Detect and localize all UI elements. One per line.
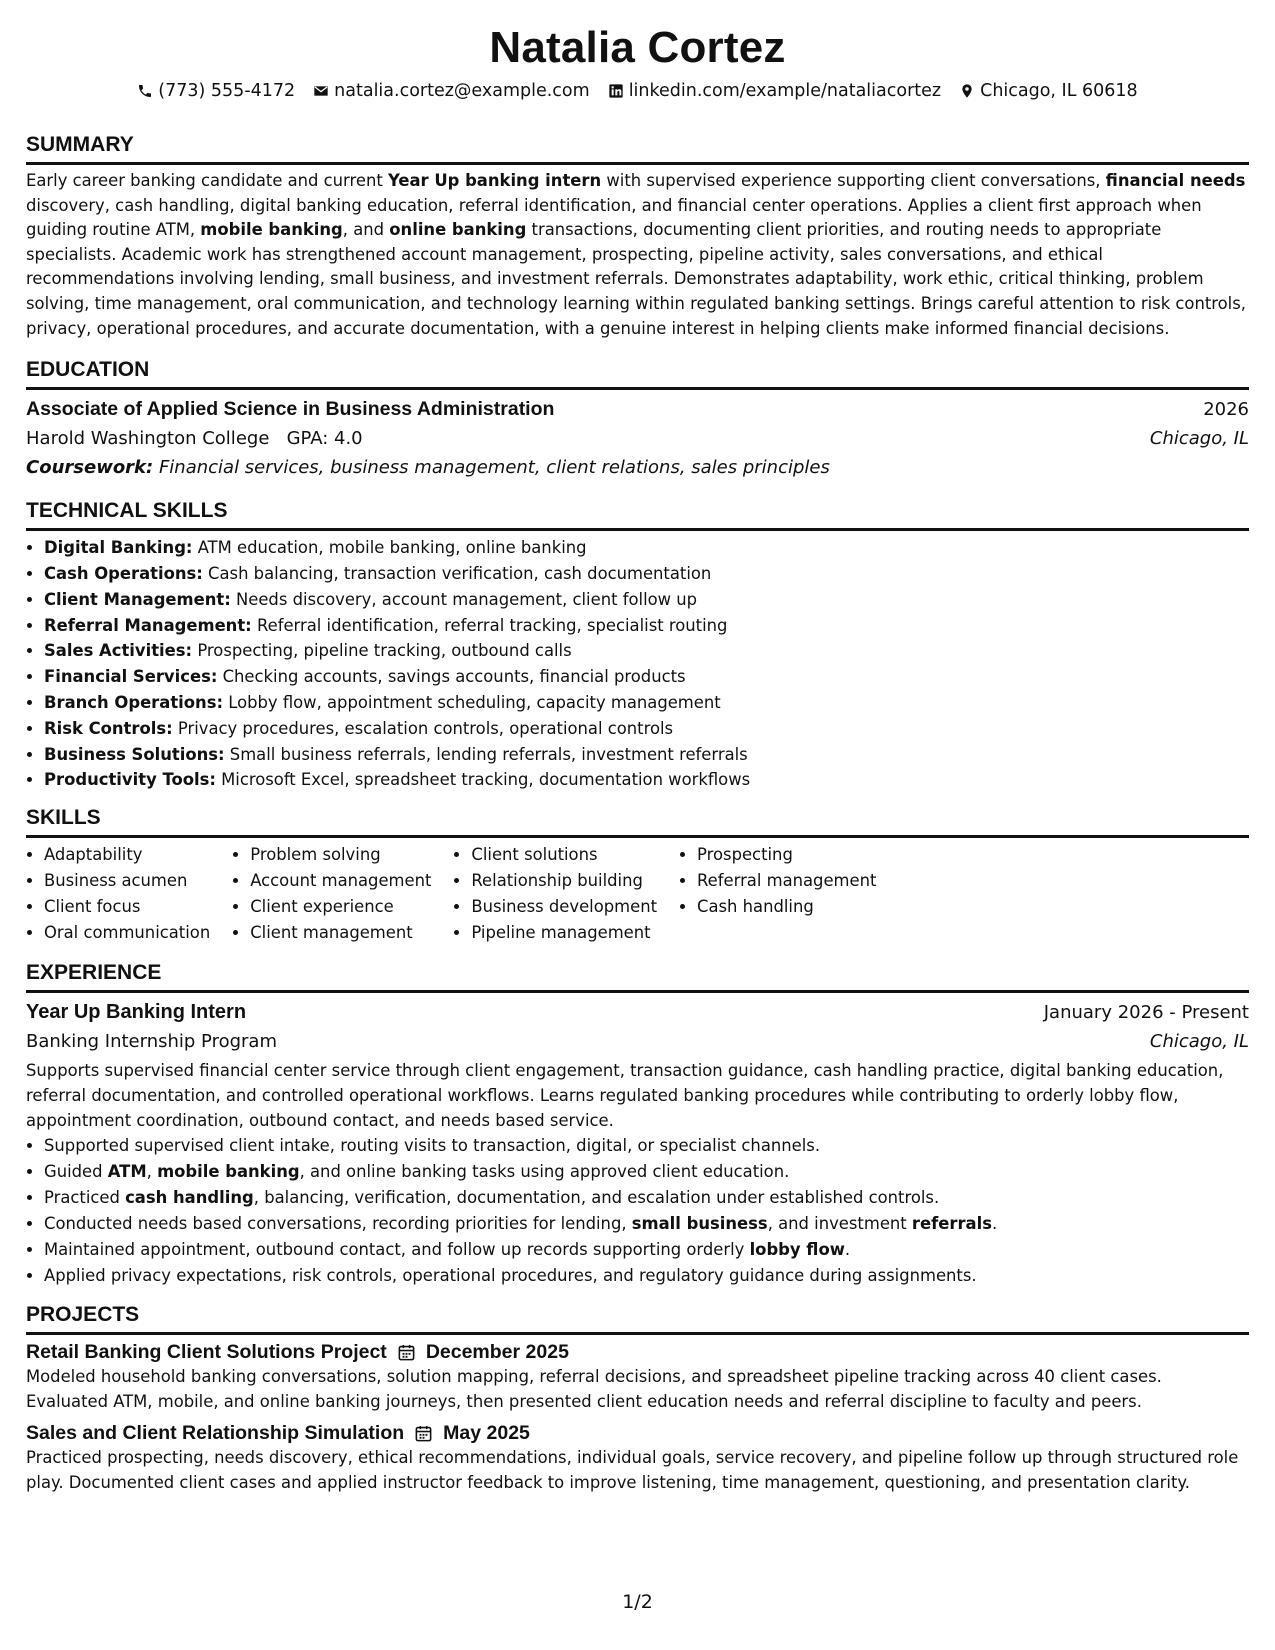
text-run: , [146,1162,158,1182]
emphasis-text: mobile banking [200,220,343,240]
school-location: Chicago, IL [1149,428,1249,450]
project-date: December 2025 [425,1341,569,1364]
location-text: Chicago, IL 60618 [980,81,1138,101]
phone-text: (773) 555-4172 [158,81,296,101]
school-line [26,424,363,453]
experience-org-row [26,1027,1249,1056]
section-title-education: EDUCATION [26,358,1249,390]
section-title-summary: SUMMARY [26,133,1249,165]
text-run: transactions, documenting client priorities, and routing needs to appropriate specialists. Academic work has strengthened account management, prospecting, pipeline activity, sales conversations, and ethical recommendations involving lending, small business, and investment referrals. Demonstrates adaptability, work ethic, critical thinking, problem solving, time management, oral communication, and technology learning within regulated banking settings. Brings careful attention to risk controls, privacy, operational procedures, and accurate documentation, with a genuine interest in helping clients make informed financial decisions. [26,220,1246,338]
emphasis-text: financial needs [1105,171,1246,190]
technical-skills-list [26,535,1249,793]
summary-section [26,133,1249,341]
coursework-label: Coursework: [26,457,154,479]
school-name: Harold Washington College [26,428,270,450]
education-header-row [26,395,1249,424]
project-description: Practiced prospecting, needs discovery, ethical recommendations, individual goals, service recovery, and pipeline follow up through structured role play. Documented client cases and applied instructor feedback to improve listening, time management, questioning, and presentation clarity. [26,1448,1239,1492]
section-title-skills: SKILLS [26,806,1249,838]
skill-item: • Prospecting [697,842,876,868]
emphasis-text: referrals [911,1214,992,1234]
skill-list-text: Lobby flow, appointment scheduling, capacity management [223,692,721,712]
resume-page [26,22,1249,1495]
skills-column [453,842,657,945]
project-name: Sales and Client Relationship Simulation [26,1422,405,1445]
skill-category: Business Solutions: [44,744,225,764]
skill-item: • Problem solving [250,842,431,868]
skill-item: • Adaptability [44,842,210,868]
project-title-row [26,1341,1249,1364]
technical-skill-item [44,587,1249,613]
emphasis-text: small business [631,1214,768,1234]
job-org: Banking Internship Program [26,1031,277,1053]
experience-bullet [44,1263,1249,1289]
skills-columns [26,842,1249,945]
experience-bullet [44,1133,1249,1159]
skill-item: • Client management [250,920,431,946]
skill-category: Branch Operations: [44,692,224,712]
skill-item: • Cash handling [697,894,876,920]
phone-icon [137,83,153,99]
section-title-projects: PROJECTS [26,1303,1249,1335]
map-pin-icon [959,83,975,99]
technical-skill-item [44,638,1249,664]
projects-list [26,1341,1249,1495]
emphasis-text: ATM [107,1162,147,1182]
experience-section [26,961,1249,1289]
skill-item: • Oral communication [44,920,210,946]
contact-phone [137,79,295,103]
linkedin-icon [608,83,624,99]
text-run: Early career banking candidate and current [26,171,388,190]
skill-category: Client Management: [44,589,231,609]
technical-skill-item [44,716,1249,742]
candidate-name: Natalia Cortez [489,23,786,72]
skills-column [679,842,876,945]
text-run: Applied privacy expectations, risk controls, operational procedures, and regulatory guidance during assignments. [44,1266,977,1286]
technical-skill-item [44,613,1249,639]
skill-list-text: Checking accounts, savings accounts, financial products [217,667,686,687]
project-date: May 2025 [443,1422,530,1445]
experience-bullet [44,1159,1249,1185]
technical-skills-section [26,499,1249,793]
contact-linkedin[interactable] [608,79,941,103]
projects-section [26,1303,1249,1495]
emphasis-text: online banking [389,220,527,240]
project-name: Retail Banking Client Solutions Project [26,1341,387,1364]
education-school-row [26,424,1249,453]
skill-item: • Business development [471,894,657,920]
text-run: with supervised experience supporting client conversations, [601,171,1106,190]
section-title-experience: EXPERIENCE [26,961,1249,993]
text-run: Guided [44,1162,108,1182]
calendar-icon [414,1424,433,1443]
emphasis-text: mobile banking [157,1162,300,1182]
skill-item: • Pipeline management [471,920,657,946]
text-run: , and investment [767,1214,912,1234]
envelope-icon [313,83,329,99]
emphasis-text: lobby flow [749,1240,845,1260]
skill-category: Financial Services: [44,667,218,687]
skill-item: • Client focus [44,894,210,920]
coursework-line [26,453,1249,482]
skill-item: • Business acumen [44,868,210,894]
email-text[interactable]: natalia.cortez@example.com [334,81,590,101]
skills-column [232,842,431,945]
skill-list-text: Referral identification, referral tracking, specialist routing [251,615,728,635]
project-description: Modeled household banking conversations, solution mapping, referral decisions, and spreadsheet pipeline tracking across 40 client cases. Evaluated ATM, mobile, and online banking journeys, then presented client education needs and referral discipline to faculty and peers. [26,1367,1162,1411]
technical-skill-item [44,767,1249,793]
technical-skill-item [44,742,1249,768]
skill-category: Referral Management: [44,615,252,635]
text-run: , and online banking tasks using approved client education. [299,1162,790,1182]
project-title-row [26,1422,1249,1445]
skill-list-text: Small business referrals, lending referrals, investment referrals [224,744,748,764]
emphasis-text: Year Up banking intern [388,171,602,190]
text-run: Practiced [44,1188,126,1208]
skill-category: Digital Banking: [44,538,193,558]
experience-bullet [44,1237,1249,1263]
skill-category: Sales Activities: [44,641,193,661]
skill-list-text: ATM education, mobile banking, online banking [192,538,587,558]
linkedin-text[interactable]: linkedin.com/example/nataliacortez [628,81,942,101]
skill-list-text: Needs discovery, account management, client follow up [230,589,698,609]
job-dates: January 2026 - Present [1043,1002,1249,1024]
section-title-technical-skills: TECHNICAL SKILLS [26,499,1249,531]
skill-category: Cash Operations: [44,563,203,583]
project-item [26,1341,1249,1414]
experience-bullet [44,1185,1249,1211]
text-run: , and [342,220,390,240]
technical-skill-item [44,561,1249,587]
text-run: Maintained appointment, outbound contact, and follow up records supporting orderly [44,1240,750,1260]
job-location: Chicago, IL [1149,1031,1249,1053]
experience-header-row [26,998,1249,1027]
job-description: Supports supervised financial center service through client engagement, transaction guidance, cash handling practice, digital banking education, referral documentation, and controlled operational workflows. Learns regulated banking procedures while contributing to orderly lobby flow, appointment coordination, outbound contact, and needs based service. [26,1061,1224,1130]
education-section [26,358,1249,482]
gpa: GPA: 4.0 [286,428,363,450]
experience-bullets [26,1133,1249,1289]
technical-skill-item [44,535,1249,561]
skill-list-text: Privacy procedures, escalation controls, operational controls [172,718,674,738]
summary-text [26,169,1249,341]
job-title: Year Up Banking Intern [26,1001,247,1024]
skill-item: • Client solutions [471,842,657,868]
text-run: discovery, cash handling, digital banking education, referral identification, and financial center operations. Applies a client first approach when guiding routine ATM, [26,195,1202,240]
text-run: . [991,1214,998,1234]
skill-list-text: Cash balancing, transaction verification, cash documentation [202,563,712,583]
project-item [26,1422,1249,1495]
contact-email[interactable] [313,79,590,103]
text-run: , balancing, verification, documentation, and escalation under established controls. [253,1188,940,1208]
text-run: . [844,1240,851,1260]
graduation-year: 2026 [1203,399,1249,421]
skill-item: • Relationship building [471,868,657,894]
technical-skill-item [44,690,1249,716]
page-number: 1/2 [622,1591,653,1613]
text-run: Supported supervised client intake, routing visits to transaction, digital, or specialist channels. [44,1136,821,1156]
skills-section [26,806,1249,945]
contact-location [959,79,1138,103]
coursework-text: Financial services, business management, client relations, sales principles [153,457,830,479]
skill-item: • Account management [250,868,431,894]
skill-list-text: Prospecting, pipeline tracking, outbound calls [192,641,572,661]
skill-list-text: Microsoft Excel, spreadsheet tracking, documentation workflows [215,770,751,790]
emphasis-text: cash handling [125,1188,254,1208]
experience-bullet [44,1211,1249,1237]
skills-column [26,842,210,945]
skill-item: • Referral management [697,868,876,894]
skill-category: Risk Controls: [44,718,173,738]
text-run: Conducted needs based conversations, recording priorities for lending, [44,1214,632,1234]
calendar-icon [397,1343,416,1362]
skill-category: Productivity Tools: [44,770,216,790]
degree-title: Associate of Applied Science in Business Administration [26,398,555,421]
technical-skill-item [44,664,1249,690]
skill-item: • Client experience [250,894,431,920]
contact-bar [26,79,1249,103]
